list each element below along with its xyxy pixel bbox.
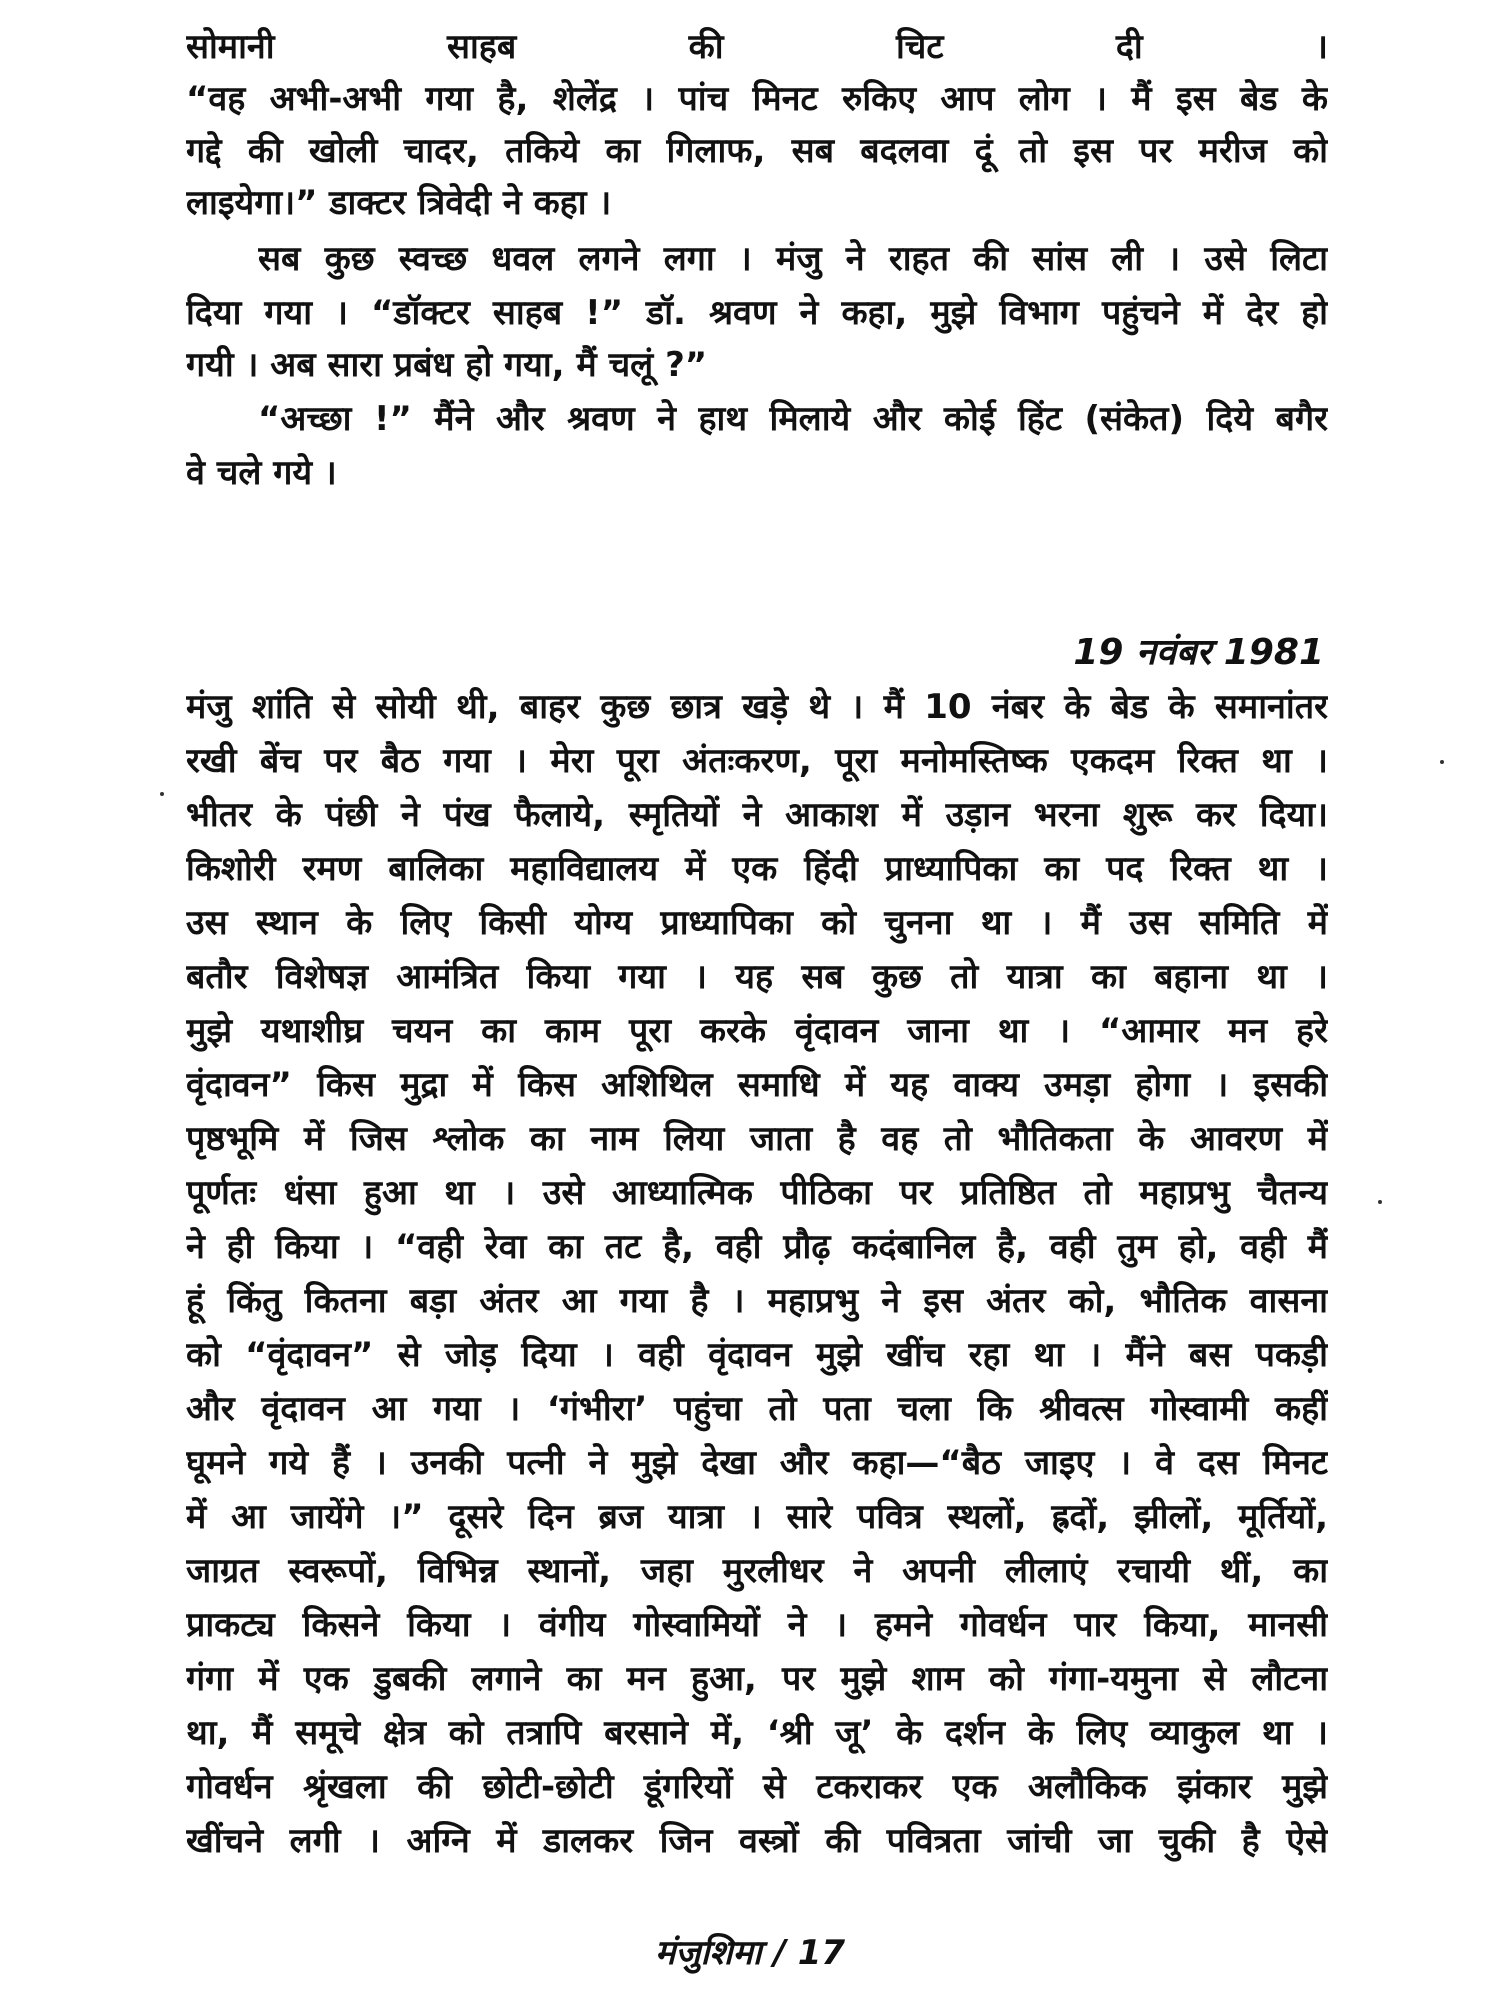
text-line: किशोरी रमण बालिका महाविद्यालय में एक हिंदी प्राध्यापिका का पद रिक्त था । [186, 849, 1328, 889]
paragraph-start-line: सब कुछ स्वच्छ धवल लगने लगा । मंजु ने राहत की सांस ली । उसे लिटा [258, 239, 1328, 279]
text-line: रखी बेंच पर बैठ गया । मेरा पूरा अंतःकरण, पूरा मनोमस्तिष्क एकदम रिक्त था । [186, 741, 1328, 781]
text-line: पूर्णतः धंसा हुआ था । उसे आध्यात्मिक पीठिका पर प्रतिष्ठित तो महाप्रभु चैतन्य [186, 1173, 1328, 1213]
scan-speck [160, 792, 164, 796]
text-line: सोमानी साहब की चिट दी । [186, 27, 1328, 67]
text-line: गंगा में एक डुबकी लगाने का मन हुआ, पर मुझे शाम को गंगा-यमुना से लौटना [186, 1659, 1328, 1699]
text-line: ने ही किया । “वही रेवा का तट है, वही प्रौढ़ कदंबानिल है, वही तुम हो, वही मैं [186, 1227, 1328, 1267]
text-line: मुझे यथाशीघ्र चयन का काम पूरा करके वृंदावन जाना था । “आमार मन हरे [186, 1011, 1328, 1051]
footer-separator: / [773, 1933, 786, 1973]
text-line: मंजु शांति से सोयी थी, बाहर कुछ छात्र खड़े थे । मैं 10 नंबर के बेड के समानांतर [186, 687, 1328, 727]
text-line: लाइयेगा।” डाक्टर त्रिवेदी ने कहा । [186, 183, 612, 223]
text-line: “वह अभी-अभी गया है, शेलेंद्र । पांच मिनट रुकिए आप लोग । मैं इस बेड के [186, 79, 1328, 119]
text-line: वृंदावन” किस मुद्रा में किस अशिथिल समाधि में यह वाक्य उमड़ा होगा । इसकी [186, 1065, 1328, 1105]
text-line: गयी । अब सारा प्रबंध हो गया, मैं चलूं ?” [186, 345, 708, 385]
text-line: वे चले गये । [186, 453, 337, 493]
text-line: पृष्ठभूमि में जिस श्लोक का नाम लिया जाता है वह तो भौतिकता के आवरण में [186, 1119, 1328, 1159]
text-line: हूं किंतु कितना बड़ा अंतर आ गया है । महाप्रभु ने इस अंतर को, भौतिक वासना [186, 1281, 1328, 1321]
page-number: 17 [797, 1933, 846, 1973]
text-line: दिया गया । “डॉक्टर साहब !” डॉ. श्रवण ने कहा, मुझे विभाग पहुंचने में देर हो [186, 293, 1328, 333]
text-line: को “वृंदावन” से जोड़ दिया । वही वृंदावन मुझे खींच रहा था । मैंने बस पकड़ी [186, 1335, 1328, 1375]
text-line: गोवर्धन श्रृंखला की छोटी-छोटी डूंगरियों से टकराकर एक अलौकिक झंकार मुझे [186, 1767, 1328, 1807]
text-line: खींचने लगी । अग्नि में डालकर जिन वस्त्रों की पवित्रता जांची जा चुकी है ऐसे [186, 1821, 1328, 1861]
book-title: मंजुशिमा [654, 1933, 762, 1973]
text-line: में आ जायेंगे ।” दूसरे दिन ब्रज यात्रा । सारे पवित्र स्थलों, ह्रदों, झीलों, मूर्तियों, [186, 1497, 1328, 1537]
scan-speck [1440, 760, 1444, 764]
paragraph-start-line: “अच्छा !” मैंने और श्रवण ने हाथ मिलाये और कोई हिंट (संकेत) दिये बगैर [258, 399, 1328, 439]
entry-date: 19 नवंबर 1981 [1073, 632, 1324, 673]
text-line: जाग्रत स्वरूपों, विभिन्न स्थानों, जहा मुरलीधर ने अपनी लीलाएं रचायी थीं, का [186, 1551, 1328, 1591]
text-line: उस स्थान के लिए किसी योग्य प्राध्यापिका को चुनना था । मैं उस समिति में [186, 903, 1328, 943]
scan-speck [1378, 1200, 1382, 1204]
text-line: और वृंदावन आ गया । ‘गंभीरा’ पहुंचा तो पता चला कि श्रीवत्स गोस्वामी कहीं [186, 1389, 1328, 1429]
text-line: घूमने गये हैं । उनकी पत्नी ने मुझे देखा और कहा—“बैठ जाइए । वे दस मिनट [186, 1443, 1328, 1483]
text-line: प्राकट्य किसने किया । वंगीय गोस्वामियों ने । हमने गोवर्धन पार किया, मानसी [186, 1605, 1328, 1645]
text-line: बतौर विशेषज्ञ आमंत्रित किया गया । यह सब कुछ तो यात्रा का बहाना था । [186, 957, 1328, 997]
page-footer [0, 1930, 1500, 1976]
text-line: भीतर के पंछी ने पंख फैलाये, स्मृतियों ने आकाश में उड़ान भरना शुरू कर दिया। [186, 795, 1328, 835]
text-line: गद्दे की खोली चादर, तकिये का गिलाफ, सब बदलवा दूं तो इस पर मरीज को [186, 131, 1328, 171]
text-line: था, मैं समूचे क्षेत्र को तत्रापि बरसाने में, ‘श्री जू’ के दर्शन के लिए व्याकुल था । [186, 1713, 1328, 1753]
